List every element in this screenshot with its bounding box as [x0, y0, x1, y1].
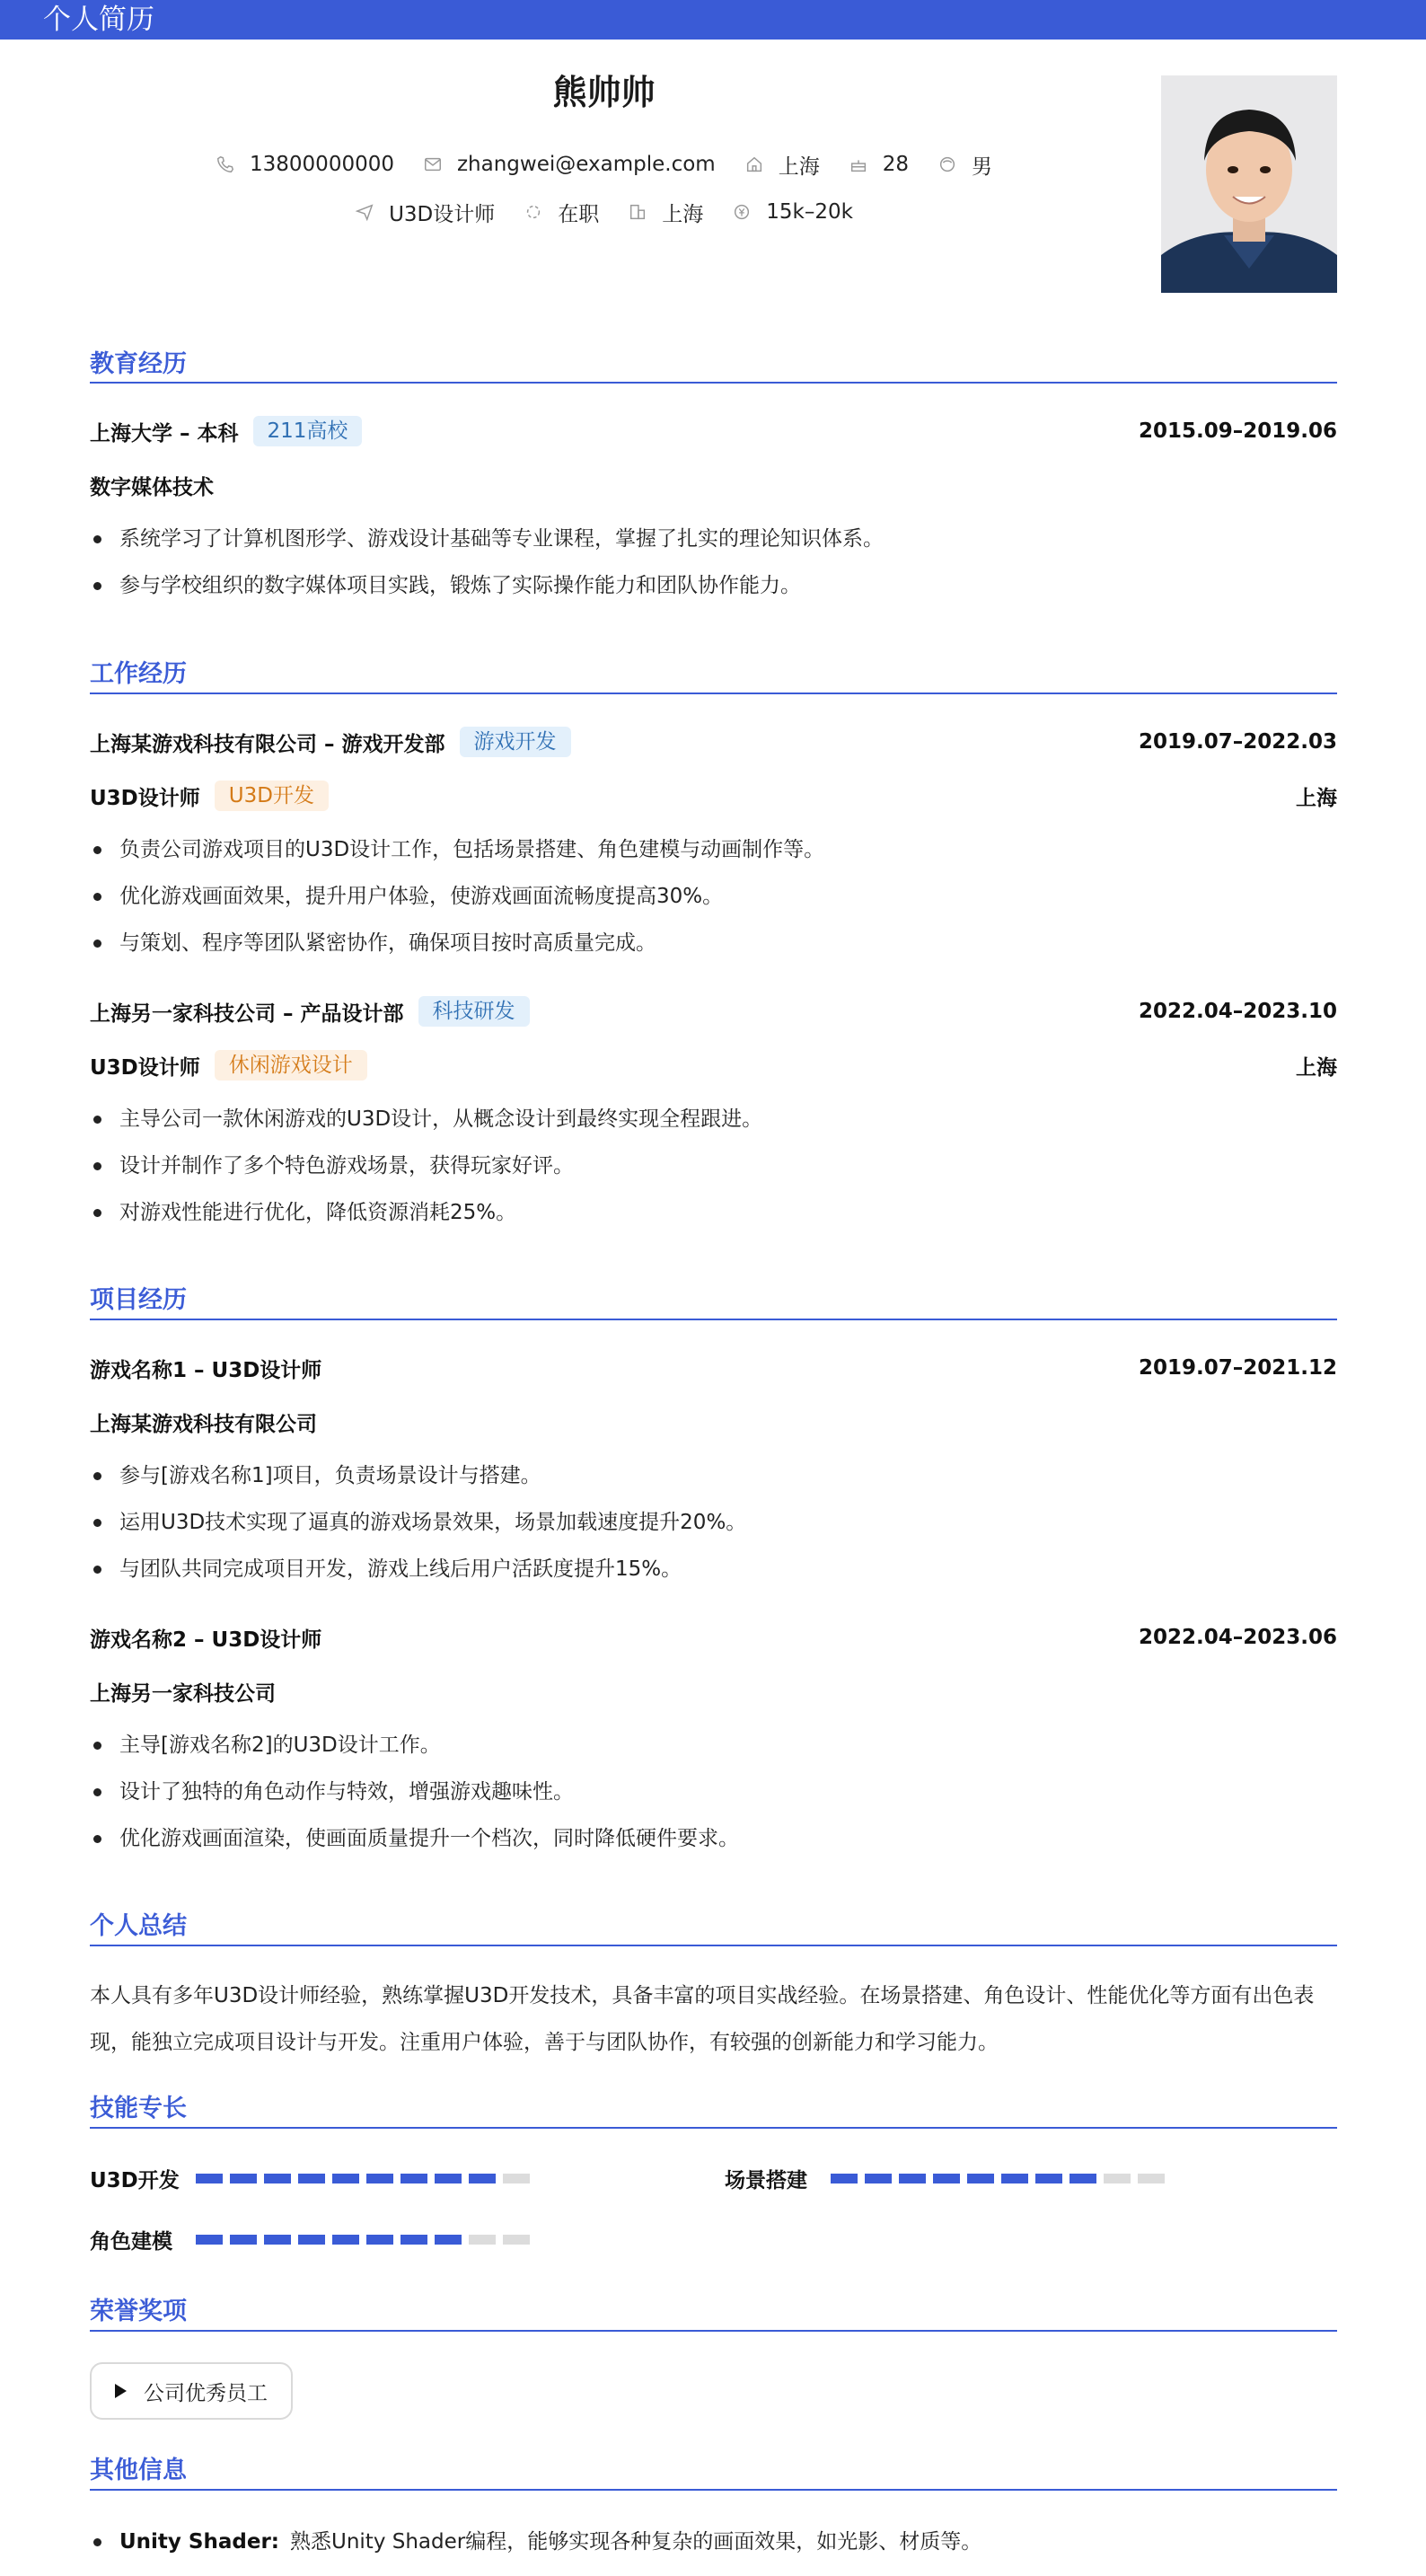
skill-segment-filled: [366, 2235, 393, 2245]
list-item: 优化游戏画面效果，提升用户体验，使游戏画面流畅度提高30%。: [90, 873, 1337, 920]
skill-level-bar: [196, 2174, 537, 2183]
section-divider: [90, 2489, 1337, 2491]
skill-segment-filled: [469, 2174, 496, 2183]
skill-segment-filled: [264, 2174, 291, 2183]
top-bar: [0, 0, 1426, 40]
skill-segment-filled: [967, 2174, 994, 2183]
position-item: [355, 198, 495, 227]
work-2-header-row: [90, 995, 1337, 1028]
gender-text: 男: [971, 154, 992, 179]
skill-name: 角色建模: [90, 2229, 172, 2254]
list-item: 主导[游戏名称2]的U3D设计工作。: [90, 1722, 1337, 1769]
list-item: 与策划、程序等团队紧密协作，确保项目按时高质量完成。: [90, 920, 1337, 966]
skill-segment-filled: [298, 2174, 325, 2183]
location-text: 上海: [778, 154, 820, 179]
project-1-title: 游戏名称1 – U3D设计师: [90, 1358, 322, 1382]
skill-segment-filled: [366, 2174, 393, 2183]
skill-segment-empty: [503, 2235, 530, 2245]
project-2-header-row: [90, 1621, 1337, 1654]
section-title-projects: 项目经历: [90, 1286, 187, 1314]
section-divider: [90, 693, 1337, 694]
skill-level-bar: [831, 2174, 1172, 2183]
project-2-company: 上海另一家科技公司: [90, 1681, 276, 1706]
salary-text: 15k–20k: [766, 200, 853, 224]
work-1-date: 2019.07–2022.03: [1138, 730, 1337, 754]
skill-segment-filled: [196, 2235, 223, 2245]
education-date: 2015.09–2019.06: [1138, 419, 1337, 443]
work-2-role-row: [90, 1049, 1337, 1081]
skill-segment-empty: [503, 2174, 530, 2183]
skill-segment-filled: [332, 2174, 359, 2183]
gender-item: [937, 150, 992, 180]
list-item: 系统学习了计算机图形学、游戏设计基础等专业课程，掌握了扎实的理论知识体系。: [90, 516, 1337, 562]
skill-name: 场景搭建: [725, 2168, 807, 2192]
work-1-tag: 游戏开发: [460, 727, 571, 757]
work-1-city: 上海: [1296, 786, 1337, 810]
project-1-company-row: [90, 1406, 1337, 1438]
skill-item: [725, 2162, 1172, 2194]
list-item: [90, 2519, 1337, 2565]
city-item: [628, 198, 703, 227]
skill-segment-filled: [865, 2174, 892, 2183]
work-1-role-row: [90, 780, 1337, 812]
work-2-city: 上海: [1296, 1055, 1337, 1080]
section-divider: [90, 2127, 1337, 2129]
send-icon: [355, 202, 374, 222]
work-1-company: 上海某游戏科技有限公司 – 游戏开发部: [90, 732, 445, 756]
location-item: [744, 150, 820, 180]
building-icon: [628, 202, 647, 222]
education-bullets: [90, 516, 1337, 609]
school-name: 上海大学 – 本科: [90, 421, 239, 446]
list-item: 与团队共同完成项目开发，游戏上线后用户活跃度提升15%。: [90, 1546, 1337, 1592]
gender-icon: [937, 154, 957, 174]
project-2-title: 游戏名称2 – U3D设计师: [90, 1628, 322, 1652]
award-label: 公司优秀员工: [144, 2381, 268, 2405]
section-title-summary: 个人总结: [90, 1912, 187, 1940]
skill-segment-filled: [332, 2235, 359, 2245]
skill-segment-filled: [435, 2235, 462, 2245]
section-title-other: 其他信息: [90, 2457, 187, 2484]
section-title-skills: 技能专长: [90, 2095, 187, 2122]
skill-segment-filled: [264, 2235, 291, 2245]
other-info-list: [90, 2519, 1337, 2565]
skill-segment-filled: [298, 2235, 325, 2245]
skill-segment-filled: [230, 2174, 257, 2183]
list-item: 对游戏性能进行优化，降低资源消耗25%。: [90, 1189, 1337, 1236]
skill-segment-filled: [435, 2174, 462, 2183]
other-text: 熟悉Unity Shader编程，能够实现各种复杂的画面效果，如光影、材质等。: [290, 2530, 982, 2554]
skill-name: U3D开发: [90, 2168, 180, 2192]
school-tag: 211高校: [253, 416, 363, 446]
skill-segment-empty: [469, 2235, 496, 2245]
list-item: 主导公司一款休闲游戏的U3D设计，从概念设计到最终实现全程跟进。: [90, 1096, 1337, 1142]
skill-segment-filled: [401, 2174, 427, 2183]
project-1-bullets: [90, 1452, 1337, 1592]
work-2-tag: 科技研发: [418, 996, 530, 1027]
contact-row: [0, 146, 1208, 182]
phone-text: 13800000000: [250, 153, 394, 176]
avatar: [1161, 75, 1337, 293]
work-2-date: 2022.04–2023.10: [1138, 1000, 1337, 1023]
city-text: 上海: [662, 202, 704, 226]
other-label: Unity Shader:: [119, 2530, 279, 2554]
project-2-bullets: [90, 1722, 1337, 1862]
work-1-header-row: [90, 726, 1337, 758]
skill-level-bar: [196, 2235, 537, 2245]
list-item: 负责公司游戏项目的U3D设计工作，包括场景搭建、角色建模与动画制作等。: [90, 826, 1337, 873]
cake-icon: [849, 154, 868, 174]
section-divider: [90, 382, 1337, 384]
skill-segment-filled: [196, 2174, 223, 2183]
phone-icon: [216, 154, 235, 174]
page-title: 个人简历: [43, 4, 154, 36]
major-name: 数字媒体技术: [90, 475, 214, 499]
summary-text: 本人具有多年U3D设计师经验，熟练掌握U3D开发技术，具备丰富的项目实战经验。在场景搭建、角色设计、性能优化等方面有出色表现，能独立完成项目设计与开发。注重用户体验，善于与团队协作，有较强的创新能力和学习能力。: [90, 1984, 1315, 2054]
age-text: 28: [882, 153, 909, 176]
position-text: U3D设计师: [389, 202, 496, 226]
status-item: [524, 198, 599, 227]
salary-icon: [732, 202, 752, 222]
age-item: [849, 153, 909, 176]
section-divider: [90, 2330, 1337, 2332]
status-icon: [524, 202, 543, 222]
mail-icon: [423, 154, 443, 174]
education-header-row: [90, 415, 1337, 447]
list-item: 设计了独特的角色动作与特效，增强游戏趣味性。: [90, 1769, 1337, 1815]
work-2-company: 上海另一家科技公司 – 产品设计部: [90, 1001, 404, 1026]
skill-segment-filled: [899, 2174, 926, 2183]
status-text: 在职: [558, 202, 600, 226]
skill-segment-filled: [230, 2235, 257, 2245]
skill-segment-filled: [1035, 2174, 1062, 2183]
skill-segment-empty: [1138, 2174, 1165, 2183]
project-2-date: 2022.04–2023.06: [1138, 1626, 1337, 1649]
work-1-bullets: [90, 826, 1337, 966]
section-title-education: 教育经历: [90, 350, 187, 378]
work-2-role: U3D设计师: [90, 1055, 200, 1080]
project-1-header-row: [90, 1352, 1337, 1384]
list-item: 设计并制作了多个特色游戏场景，获得玩家好评。: [90, 1142, 1337, 1189]
work-2-bullets: [90, 1096, 1337, 1236]
home-icon: [744, 154, 764, 174]
work-1-role: U3D设计师: [90, 786, 200, 810]
skill-item: [90, 2162, 537, 2194]
skill-item: [90, 2223, 537, 2255]
skill-segment-filled: [831, 2174, 858, 2183]
work-1-role-tag: U3D开发: [215, 781, 329, 811]
list-item: 参与[游戏名称1]项目，负责场景设计与搭建。: [90, 1452, 1337, 1499]
email-text: zhangwei@example.com: [456, 153, 716, 176]
section-divider: [90, 1319, 1337, 1320]
work-2-role-tag: 休闲游戏设计: [215, 1050, 367, 1081]
award-button[interactable]: [90, 2362, 293, 2420]
skill-segment-filled: [1070, 2174, 1096, 2183]
skill-segment-empty: [1104, 2174, 1131, 2183]
list-item: 优化游戏画面渲染，使画面质量提升一个档次，同时降低硬件要求。: [90, 1815, 1337, 1862]
project-1-company: 上海某游戏科技有限公司: [90, 1412, 317, 1436]
salary-item: [732, 200, 853, 224]
avatar-portrait: [1161, 75, 1337, 293]
skill-segment-filled: [933, 2174, 960, 2183]
section-divider: [90, 1945, 1337, 1946]
job-intent-row: [0, 194, 1208, 230]
skill-segment-filled: [401, 2235, 427, 2245]
profile-name: 熊帅帅: [552, 73, 656, 112]
skill-segment-filled: [1001, 2174, 1028, 2183]
email-item: [423, 153, 716, 176]
triangle-right-icon: [113, 2383, 128, 2399]
project-1-date: 2019.07–2021.12: [1138, 1356, 1337, 1380]
phone-item: [216, 153, 394, 176]
list-item: 参与学校组织的数字媒体项目实践，锻炼了实际操作能力和团队协作能力。: [90, 562, 1337, 609]
project-2-company-row: [90, 1675, 1337, 1707]
section-title-work: 工作经历: [90, 660, 187, 688]
section-title-awards: 荣誉奖项: [90, 2298, 187, 2325]
list-item: 运用U3D技术实现了逼真的游戏场景效果，场景加载速度提升20%。: [90, 1499, 1337, 1546]
major-row: [90, 469, 1337, 501]
